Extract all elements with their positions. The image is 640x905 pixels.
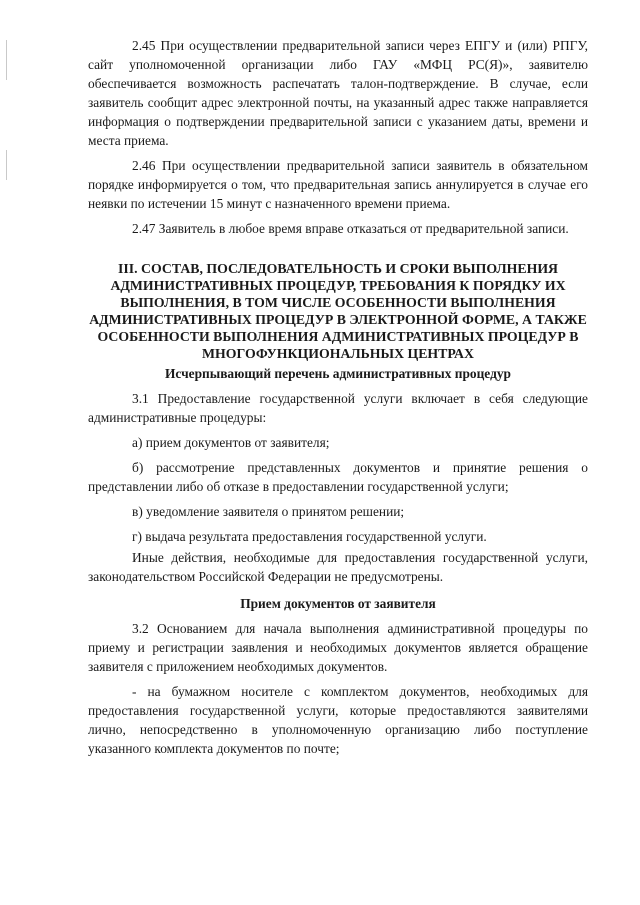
document-body [88,36,588,764]
paragraph-other-actions: Иные действия, необходимые для предоставления государственной услуги, законодательством Российской Федерации не предусмотрены. [88,550,588,584]
paragraph-2-45: 2.45 При осуществлении предварительной записи через ЕПГУ и (или) РПГУ, сайт уполномоченной организации либо ГАУ «МФЦ РС(Я)», заявителю обеспечивается возможность распечатать талон-подтверждение. В случае, если заявитель сообщит адрес электронной почты, на указанный адрес также направляется информация о подтверждении предварительной записи с указанием даты, времени и места приема. [88,38,588,148]
list-item: в) уведомление заявителя о принятом решении; [132,504,405,519]
scan-edge-mark [6,150,7,180]
section-title: III. СОСТАВ, ПОСЛЕДОВАТЕЛЬНОСТЬ И СРОКИ ВЫПОЛНЕНИЯ АДМИНИСТРАТИВНЫХ ПРОЦЕДУР, ТРЕБОВАНИЯ К ПОРЯДКУ ИХ ВЫПОЛНЕНИЯ, В ТОМ ЧИСЛЕ ОСОБЕННОСТИ ВЫПОЛНЕНИЯ АДМИНИСТРАТИВНЫХ ПРОЦЕДУР В ЭЛЕКТРОННОЙ ФОРМЕ, А ТАКЖЕ ОСОБЕННОСТИ ВЫПОЛНЕНИЯ АДМИНИСТРАТИВНЫХ ПРОЦЕДУР В МНОГОФУНКЦИОНАЛЬНЫХ ЦЕНТРАХ [89,261,587,361]
paragraph-2-46: 2.46 При осуществлении предварительной записи заявитель в обязательном порядке информируется о том, что предварительная запись аннулируется в случае его неявки по истечении 15 минут с назначенного времени приема. [88,158,588,211]
subheading-reception: Прием документов от заявителя [240,596,436,611]
paragraph-3-1: 3.1 Предоставление государственной услуги включает в себя следующие административные процедуры: [88,391,588,425]
scan-edge-mark [6,40,7,80]
subheading-procedures: Исчерпывающий перечень административных процедур [164,366,511,381]
paragraph-3-2: 3.2 Основанием для начала выполнения административной процедуры по приему и регистрации заявления и необходимых документов является обращение заявителя с приложением необходимых документов. [88,621,588,674]
list-item: а) прием документов от заявителя; [132,435,330,450]
paragraph-paper-carrier: - на бумажном носителе с комплектом документов, необходимых для предоставления государственной услуги, которые предоставляются заявителями лично, непосредственно в уполномоченную организацию либо поступление указанного комплекта документов по почте; [88,684,588,756]
list-item: г) выдача результата предоставления государственной услуги. [132,529,487,544]
list-item: б) рассмотрение представленных документов и принятие решения о представлении либо об отказе в предоставлении государственной услуги; [88,460,588,494]
paragraph-2-47: 2.47 Заявитель в любое время вправе отказаться от предварительной записи. [132,221,569,236]
